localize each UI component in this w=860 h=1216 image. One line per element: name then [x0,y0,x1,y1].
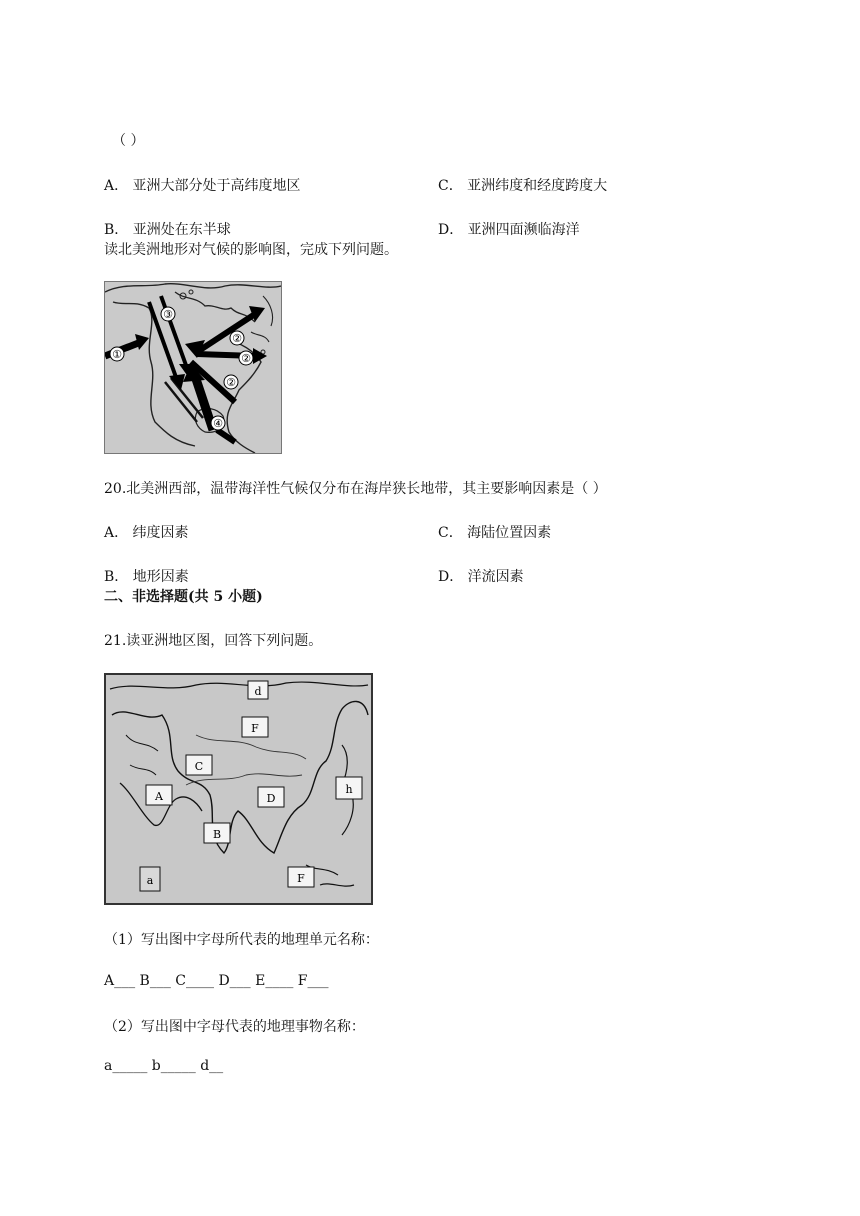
q20-intro: 读北美洲地形对气候的影响图，完成下列问题。 [104,242,398,258]
q20-option-c: C． 海陆位置因素 [438,525,552,541]
asia-label-a-lower: a [146,874,154,887]
asia-map-graphic [106,675,371,903]
asia-label-d-upper: D [266,792,276,805]
q20-option-a: A． 纬度因素 [104,525,189,541]
asia-label-h: h [345,783,353,796]
asia-label-a: A [155,790,163,803]
asia-label-f-bottom: F [297,872,305,885]
map1-label-4: ④ [213,417,223,430]
map1-label-1: ① [112,348,122,361]
q19-option-a: A． 亚洲大部分处于高纬度地区 [104,178,301,194]
q21-sub2: （2）写出图中字母代表的地理事物名称： [104,1019,365,1035]
q19-answer-bracket: （ ） [112,133,145,149]
map1-label-2c: ② [226,376,236,389]
q21-stem: 21.读亚洲地区图，回答下列问题。 [104,633,323,649]
q21-blanks1: A___ B___ C____ D___ E____ F___ [104,973,329,989]
asia-label-c: C [194,760,204,773]
q21-blanks2: a_____ b_____ d__ [104,1058,224,1074]
q19-option-c: C． 亚洲纬度和经度跨度大 [438,178,608,194]
q20-option-d: D． 洋流因素 [438,569,524,585]
q20-option-b: B． 地形因素 [104,569,189,585]
map1-label-3: ③ [163,308,173,321]
q19-option-b: B． 亚洲处在东半球 [104,222,231,238]
asia-label-f-top: F [251,722,259,735]
north-america-map-graphic [105,282,281,453]
q20-stem: 20.北美洲西部，温带海洋性气候仅分布在海岸狭长地带，其主要影响因素是（ ） [104,481,607,497]
q21-sub1: （1）写出图中字母所代表的地理单元名称： [104,932,379,948]
q19-option-d: D． 亚洲四面濒临海洋 [438,222,580,238]
asia-label-d: d [254,685,262,698]
map1-label-2a: ② [232,332,242,345]
asia-label-b: B [212,828,222,841]
section-2-title: 二、非选择题(共 5 小题) [104,589,263,605]
asia-map [104,673,373,905]
north-america-climate-map [104,281,282,454]
map1-label-2b: ② [241,352,251,365]
